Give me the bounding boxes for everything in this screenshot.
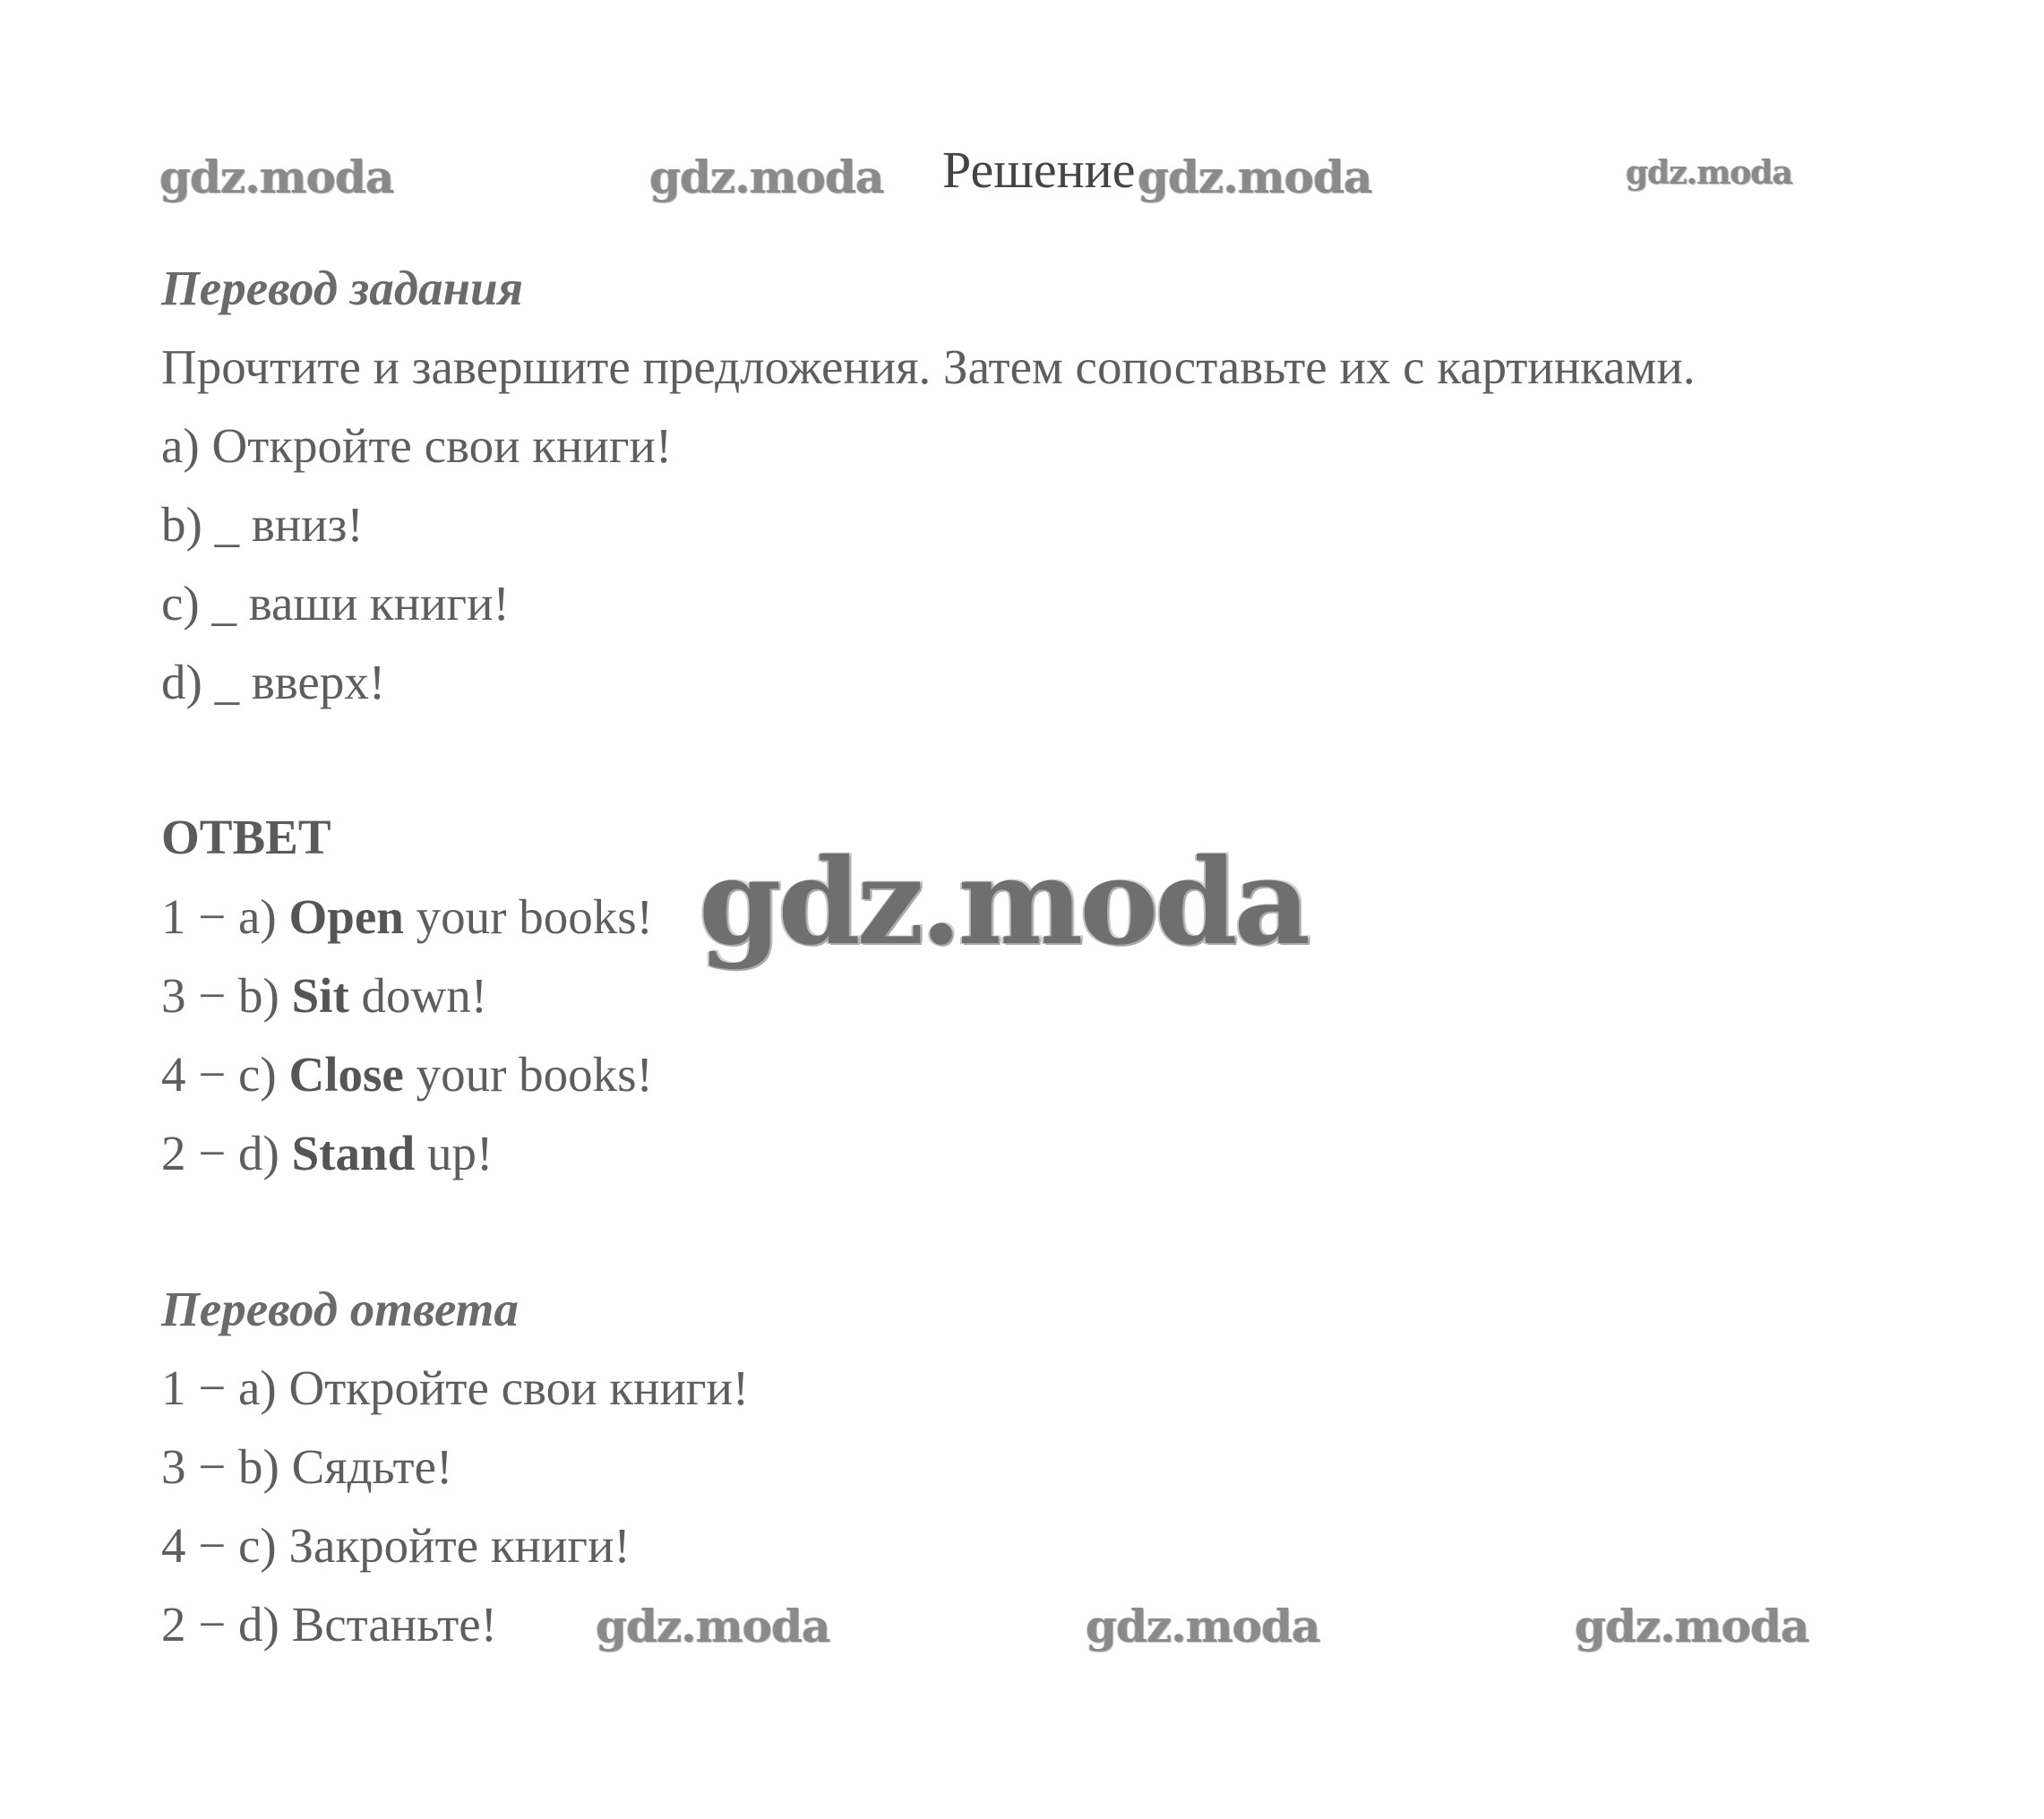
answer-translation-item: 1 − a) Откройте свои книги! bbox=[161, 1360, 750, 1415]
answer-item-prefix: 1 − a) bbox=[161, 889, 289, 944]
answer-item bbox=[161, 890, 653, 944]
task-item: c) _ ваши книги! bbox=[161, 576, 510, 631]
answer-item bbox=[161, 1127, 493, 1180]
answer-item-bold: Close bbox=[288, 1047, 404, 1102]
answer-item-suffix: down! bbox=[348, 968, 488, 1023]
answer-item-suffix: your books! bbox=[403, 889, 653, 944]
answer-item-suffix: up! bbox=[415, 1126, 494, 1180]
answer-translation-item: 3 − b) Сядьте! bbox=[161, 1439, 453, 1494]
watermark-logo: gdz.moda bbox=[159, 150, 394, 203]
answer-item-prefix: 3 − b) bbox=[161, 968, 292, 1023]
watermark-logo: gdz.moda bbox=[1138, 150, 1372, 203]
page-title: Решение bbox=[942, 141, 1136, 199]
answer-item-suffix: your books! bbox=[403, 1047, 653, 1102]
answer-item-prefix: 4 − c) bbox=[161, 1047, 289, 1102]
watermark-logo: gdz.moda bbox=[1575, 1600, 1809, 1652]
task-instruction: Прочтите и завершите предложения. Затем сопоставьте их с картинками. bbox=[161, 339, 1696, 394]
task-item: a) Откройте свои книги! bbox=[161, 418, 673, 473]
answer-translation-item: 2 − d) Встаньте! bbox=[161, 1597, 497, 1652]
answer-item bbox=[161, 1048, 653, 1102]
task-item: b) _ вниз! bbox=[161, 497, 364, 552]
answer-item-prefix: 2 − d) bbox=[161, 1126, 292, 1180]
task-item: d) _ вверх! bbox=[161, 655, 386, 709]
answer-item-bold: Stand bbox=[291, 1126, 416, 1180]
task-heading: Перевод задания bbox=[161, 261, 523, 315]
answer-item-bold: Open bbox=[288, 889, 404, 944]
watermark-logo: gdz.moda bbox=[596, 1600, 830, 1652]
answer-heading: ОТВЕТ bbox=[161, 810, 331, 864]
answer-translation-heading: Перевод ответа bbox=[161, 1282, 519, 1336]
answer-translation-item: 4 − c) Закройте книги! bbox=[161, 1518, 631, 1573]
watermark-logo: gdz.moda bbox=[1626, 154, 1792, 192]
answer-item-bold: Sit bbox=[291, 968, 349, 1023]
watermark-logo: gdz.moda bbox=[649, 150, 884, 203]
watermark-logo-large: gdz.moda bbox=[699, 833, 1308, 972]
watermark-logo: gdz.moda bbox=[1086, 1600, 1320, 1652]
answer-item bbox=[161, 969, 487, 1023]
